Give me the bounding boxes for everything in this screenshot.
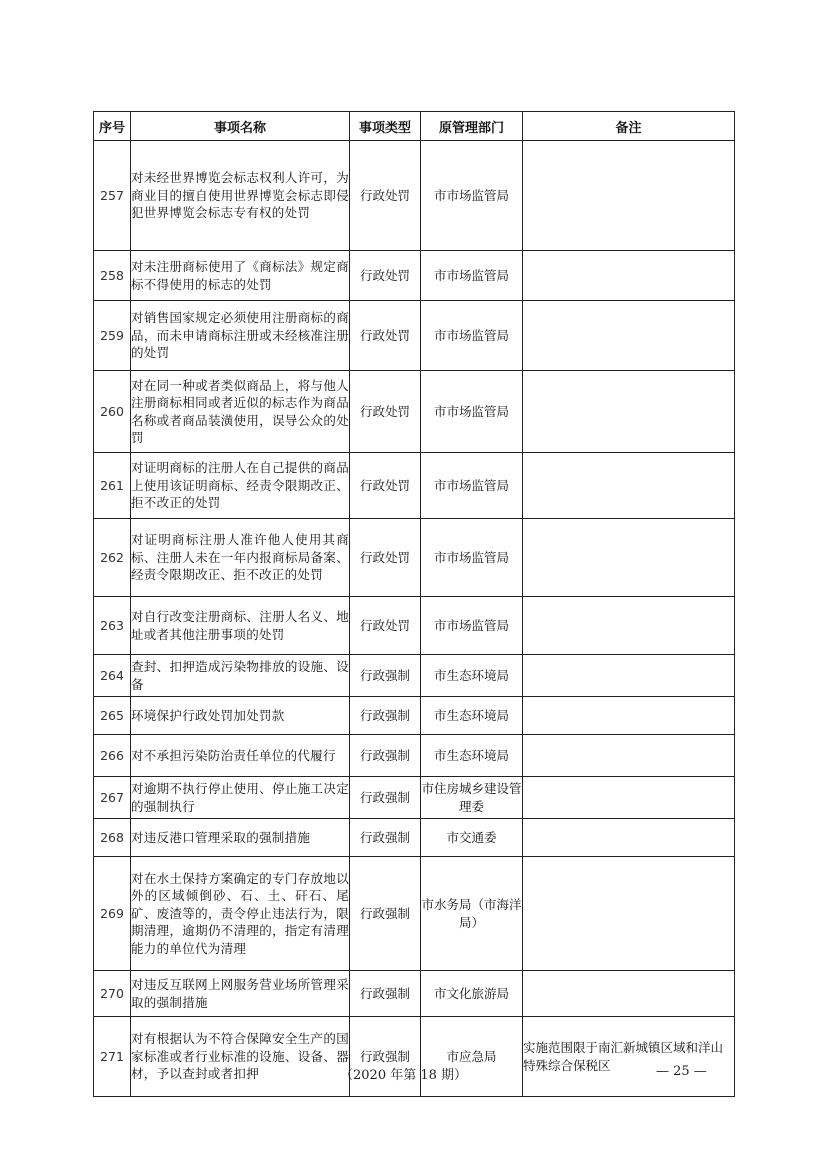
header-no: 序号 bbox=[94, 112, 131, 141]
row-note bbox=[523, 597, 735, 655]
header-name: 事项名称 bbox=[131, 112, 350, 141]
row-name: 对在水土保持方案确定的专门存放地以外的区域倾倒砂、石、土、矸石、尾矿、废渣等的，责令停止违法行为，限期清理，逾期仍不清理的，指定有清理能力的单位代为清理 bbox=[131, 857, 350, 971]
row-no: 257 bbox=[94, 141, 131, 251]
row-type: 行政强制 bbox=[350, 777, 421, 819]
row-name: 对证明商标的注册人在自己提供的商品上使用该证明商标、经责令限期改正、拒不改正的处罚 bbox=[131, 453, 350, 519]
row-type: 行政强制 bbox=[350, 735, 421, 777]
table-row bbox=[94, 655, 735, 697]
row-dept: 市交通委 bbox=[421, 819, 523, 857]
row-dept: 市住房城乡建设管理委 bbox=[421, 777, 523, 819]
row-no: 267 bbox=[94, 777, 131, 819]
table-row bbox=[94, 371, 735, 453]
row-dept: 市应急局 bbox=[421, 1017, 523, 1097]
table-row bbox=[94, 735, 735, 777]
header-type: 事项类型 bbox=[350, 112, 421, 141]
row-name: 对有根据认为不符合保障安全生产的国家标准或者行业标准的设施、设备、器材，予以查封或者扣押 bbox=[131, 1017, 350, 1097]
row-no: 260 bbox=[94, 371, 131, 453]
row-dept: 市市场监管局 bbox=[421, 141, 523, 251]
row-dept: 市市场监管局 bbox=[421, 453, 523, 519]
page-number: — 25 — bbox=[656, 1064, 707, 1079]
row-no: 269 bbox=[94, 857, 131, 971]
row-note bbox=[523, 735, 735, 777]
row-no: 263 bbox=[94, 597, 131, 655]
row-no: 264 bbox=[94, 655, 131, 697]
row-note bbox=[523, 697, 735, 735]
row-note: 实施范围限于南汇新城镇区域和洋山特殊综合保税区 bbox=[523, 1017, 735, 1097]
row-dept: 市市场监管局 bbox=[421, 597, 523, 655]
row-name: 对不承担污染防治责任单位的代履行 bbox=[131, 735, 350, 777]
table-row bbox=[94, 777, 735, 819]
row-type: 行政强制 bbox=[350, 971, 421, 1017]
header-note: 备注 bbox=[523, 112, 735, 141]
table-row bbox=[94, 819, 735, 857]
table-row bbox=[94, 1017, 735, 1097]
row-dept: 市生态环境局 bbox=[421, 655, 523, 697]
row-type: 行政处罚 bbox=[350, 519, 421, 597]
row-name: 对在同一种或者类似商品上，将与他人注册商标相同或者近似的标志作为商品名称或者商品装潢使用，误导公众的处罚 bbox=[131, 371, 350, 453]
matters-table bbox=[93, 111, 735, 1097]
row-no: 265 bbox=[94, 697, 131, 735]
row-note bbox=[523, 857, 735, 971]
table-row bbox=[94, 301, 735, 371]
row-no: 258 bbox=[94, 251, 131, 301]
row-dept: 市文化旅游局 bbox=[421, 971, 523, 1017]
row-type: 行政强制 bbox=[350, 819, 421, 857]
row-no: 259 bbox=[94, 301, 131, 371]
row-name: 对销售国家规定必须使用注册商标的商品，而未申请商标注册或未经核准注册的处罚 bbox=[131, 301, 350, 371]
table-header-row bbox=[94, 112, 735, 141]
row-dept: 市市场监管局 bbox=[421, 251, 523, 301]
row-dept: 市水务局（市海洋局） bbox=[421, 857, 523, 971]
row-note bbox=[523, 453, 735, 519]
row-note bbox=[523, 301, 735, 371]
table-row bbox=[94, 697, 735, 735]
issue-label: （2020 年第 18 期） bbox=[340, 1068, 468, 1083]
row-no: 266 bbox=[94, 735, 131, 777]
row-dept: 市生态环境局 bbox=[421, 697, 523, 735]
row-type: 行政处罚 bbox=[350, 597, 421, 655]
row-type: 行政处罚 bbox=[350, 251, 421, 301]
table-row bbox=[94, 141, 735, 251]
row-type: 行政处罚 bbox=[350, 141, 421, 251]
row-no: 262 bbox=[94, 519, 131, 597]
row-name: 对自行改变注册商标、注册人名义、地址或者其他注册事项的处罚 bbox=[131, 597, 350, 655]
row-type: 行政处罚 bbox=[350, 453, 421, 519]
row-type: 行政强制 bbox=[350, 655, 421, 697]
row-type: 行政处罚 bbox=[350, 301, 421, 371]
row-note bbox=[523, 371, 735, 453]
row-name: 对未经世界博览会标志权利人许可，为商业目的擅自使用世界博览会标志即侵犯世界博览会标志专有权的处罚 bbox=[131, 141, 350, 251]
table-row bbox=[94, 519, 735, 597]
row-dept: 市市场监管局 bbox=[421, 519, 523, 597]
row-dept: 市生态环境局 bbox=[421, 735, 523, 777]
table-row bbox=[94, 251, 735, 301]
table-row bbox=[94, 971, 735, 1017]
row-note bbox=[523, 777, 735, 819]
row-type: 行政强制 bbox=[350, 1017, 421, 1097]
row-type: 行政强制 bbox=[350, 857, 421, 971]
row-name: 对违反互联网上网服务营业场所管理采取的强制措施 bbox=[131, 971, 350, 1017]
row-name: 环境保护行政处罚加处罚款 bbox=[131, 697, 350, 735]
row-note bbox=[523, 519, 735, 597]
row-note bbox=[523, 655, 735, 697]
row-name: 查封、扣押造成污染物排放的设施、设备 bbox=[131, 655, 350, 697]
row-note bbox=[523, 971, 735, 1017]
row-note bbox=[523, 251, 735, 301]
row-dept: 市市场监管局 bbox=[421, 371, 523, 453]
row-note bbox=[523, 819, 735, 857]
table-row bbox=[94, 597, 735, 655]
row-name: 对逾期不执行停止使用、停止施工决定的强制执行 bbox=[131, 777, 350, 819]
row-note bbox=[523, 141, 735, 251]
table-row bbox=[94, 857, 735, 971]
row-no: 268 bbox=[94, 819, 131, 857]
table-row bbox=[94, 453, 735, 519]
row-type: 行政处罚 bbox=[350, 371, 421, 453]
row-no: 261 bbox=[94, 453, 131, 519]
row-no: 271 bbox=[94, 1017, 131, 1097]
header-dept: 原管理部门 bbox=[421, 112, 523, 141]
row-type: 行政强制 bbox=[350, 697, 421, 735]
row-no: 270 bbox=[94, 971, 131, 1017]
row-name: 对证明商标注册人准许他人使用其商标、注册人未在一年内报商标局备案、经责令限期改正、拒不改正的处罚 bbox=[131, 519, 350, 597]
row-name: 对违反港口管理采取的强制措施 bbox=[131, 819, 350, 857]
row-dept: 市市场监管局 bbox=[421, 301, 523, 371]
row-name: 对未注册商标使用了《商标法》规定商标不得使用的标志的处罚 bbox=[131, 251, 350, 301]
